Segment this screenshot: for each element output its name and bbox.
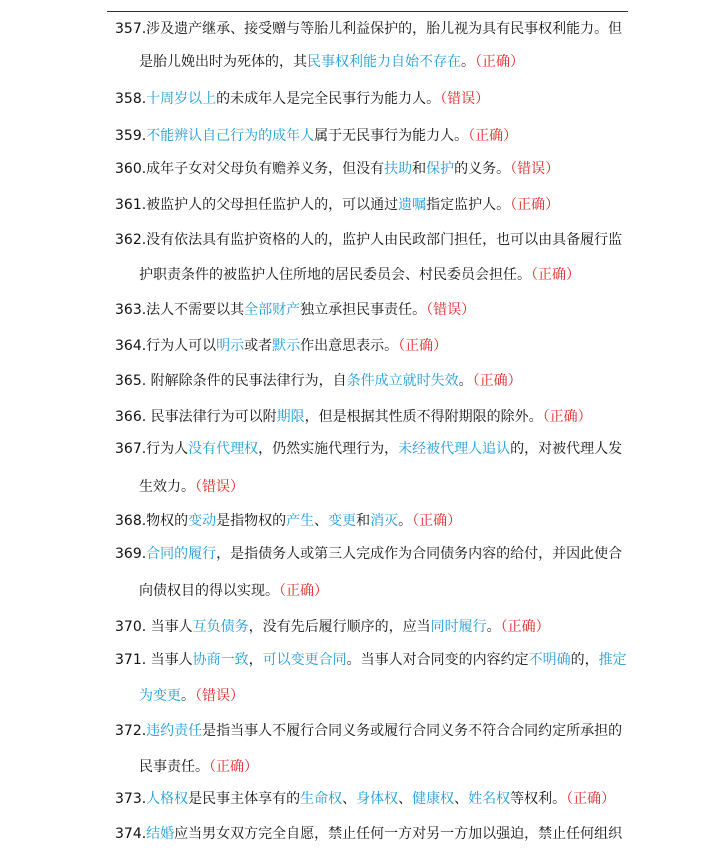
line-text: 民事责任。	[139, 759, 209, 775]
line-text: ，	[248, 652, 263, 668]
highlight-term: 条件成立就时失效	[346, 373, 459, 389]
line-text: 的义务。	[454, 161, 511, 177]
line-text: 的未成年人是完全民事行为能力人。	[216, 91, 441, 107]
line-text: 和	[412, 161, 427, 177]
answer-mark: （正确）	[412, 513, 462, 529]
line-text: 、	[342, 791, 357, 807]
line-text: ，是指债务人或第三人完成作为合同债务内容的给付，并因此使合	[216, 546, 623, 562]
highlight-term: 变动	[188, 513, 217, 529]
line-text: 是胎儿娩出时为死体的，其	[139, 54, 307, 70]
highlight-term: 生命权	[300, 791, 343, 807]
question-line	[115, 90, 705, 108]
answer-mark: （正确）	[510, 197, 560, 213]
line-text: 361.被监护人的父母担任监护人的，可以通过	[115, 197, 399, 213]
line-text: 护职责条件的被监护人住所地的居民委员会、村民委员会担任。	[139, 267, 531, 283]
answer-mark: （正确）	[472, 373, 522, 389]
highlight-term: 扶助	[384, 161, 413, 177]
line-text: 作出意思表示。	[300, 338, 399, 354]
highlight-term: 结婚	[146, 826, 175, 842]
line-text: 374.	[115, 826, 147, 842]
line-text: 、	[398, 791, 413, 807]
highlight-term: 协商一致	[192, 652, 249, 668]
highlight-term: 同时履行	[430, 619, 487, 635]
answer-mark: （错误）	[440, 91, 490, 107]
highlight-term: 人格权	[146, 791, 189, 807]
answer-mark: （正确）	[531, 267, 580, 283]
question-line	[115, 337, 705, 355]
question-line	[115, 301, 705, 319]
line-text: 是指物权的	[216, 513, 287, 529]
line-continuation	[139, 266, 713, 284]
line-text: 等权利。	[510, 791, 567, 807]
line-text: 372.	[115, 723, 147, 739]
line-text: 指定监护人。	[426, 197, 511, 213]
line-text: 的，对被代理人发	[510, 441, 623, 457]
question-line	[115, 545, 705, 563]
question-line	[115, 790, 705, 808]
line-text: 368.物权的	[115, 513, 189, 529]
line-text: 、	[454, 791, 469, 807]
answer-mark: （正确）	[398, 338, 448, 354]
answer-mark: （正确）	[566, 791, 616, 807]
question-line	[115, 651, 705, 669]
highlight-term: 姓名权	[468, 791, 511, 807]
highlight-term: 为变更	[139, 688, 181, 704]
line-continuation	[139, 582, 713, 600]
line-continuation	[139, 758, 713, 776]
line-text: 365. 附解除条件的民事法律行为，自	[115, 373, 347, 389]
line-text: ，没有先后履行顺序的，应当	[248, 619, 431, 635]
highlight-term: 互负债务	[192, 619, 249, 635]
line-text: 。	[458, 373, 473, 389]
line-text: 358.	[115, 91, 147, 107]
answer-mark: （错误）	[195, 479, 244, 495]
highlight-term: 不明确	[528, 652, 571, 668]
line-text: 373.	[115, 791, 147, 807]
answer-mark: （正确）	[542, 409, 592, 425]
highlight-term: 推定	[598, 652, 627, 668]
highlight-term: 违约责任	[146, 723, 203, 739]
question-line	[115, 825, 705, 843]
question-line	[115, 512, 705, 530]
question-line	[115, 127, 705, 145]
line-text: 369.	[115, 546, 147, 562]
highlight-term: 不能辨认自己行为的成年人	[146, 128, 315, 144]
highlight-term: 变更	[328, 513, 357, 529]
question-line	[115, 440, 705, 458]
question-line	[115, 722, 705, 740]
question-line	[115, 618, 705, 636]
line-text: ，仍然实施代理行为，	[258, 441, 399, 457]
line-text: ，但是根据其性质不得附期限的除外。	[304, 409, 543, 425]
line-text: 、	[314, 513, 329, 529]
highlight-term: 产生	[286, 513, 315, 529]
question-line	[115, 231, 705, 249]
line-text: 向债权目的得以实现。	[139, 583, 279, 599]
line-text: 。	[181, 688, 195, 704]
highlight-term: 默示	[272, 338, 301, 354]
answer-mark: （错误）	[510, 161, 560, 177]
question-line	[115, 408, 705, 426]
line-text: 。	[461, 54, 475, 70]
highlight-term: 保护	[426, 161, 455, 177]
highlight-term: 期限	[276, 409, 305, 425]
line-text: 的，	[570, 652, 599, 668]
line-text: 生效力。	[139, 479, 195, 495]
line-text: 。	[398, 513, 413, 529]
line-text: 属于无民事行为能力人。	[314, 128, 469, 144]
line-text: 和	[356, 513, 371, 529]
line-continuation	[139, 687, 713, 705]
highlight-term: 健康权	[412, 791, 455, 807]
line-text: 370. 当事人	[115, 619, 193, 635]
line-text: 362.没有依法具有监护资格的人的，监护人由民政部门担任，也可以由具备履行监	[115, 232, 623, 248]
answer-mark: （正确）	[279, 583, 328, 599]
question-line	[115, 196, 705, 214]
line-continuation	[139, 53, 713, 71]
question-line	[115, 160, 705, 178]
highlight-term: 十周岁以上	[146, 91, 217, 107]
highlight-term: 没有代理权	[188, 441, 259, 457]
line-text: 。	[486, 619, 501, 635]
highlight-term: 明示	[216, 338, 245, 354]
line-text: 364.行为人可以	[115, 338, 217, 354]
line-text: 359.	[115, 128, 147, 144]
line-text: 357.涉及遗产继承、接受赠与等胎儿利益保护的，胎儿视为具有民事权利能力。但	[115, 21, 623, 37]
answer-mark: （正确）	[500, 619, 550, 635]
answer-mark: （正确）	[209, 759, 258, 775]
line-continuation	[139, 478, 713, 496]
answer-mark: （正确）	[475, 54, 524, 70]
highlight-term: 合同的履行	[146, 546, 217, 562]
highlight-term: 可以变更合同	[262, 652, 347, 668]
highlight-term: 未经被代理人追认	[398, 441, 511, 457]
answer-mark: （正确）	[468, 128, 518, 144]
line-text: 371. 当事人	[115, 652, 193, 668]
top-rule	[107, 11, 628, 12]
highlight-term: 遗嘱	[398, 197, 427, 213]
line-text: 367.行为人	[115, 441, 189, 457]
line-text: 360.成年子女对父母负有赡养义务，但没有	[115, 161, 385, 177]
line-text: 363.法人不需要以其	[115, 302, 245, 318]
line-text: 。当事人对合同变的内容约定	[346, 652, 529, 668]
line-text: 是民事主体享有的	[188, 791, 301, 807]
line-text: 独立承担民事责任。	[300, 302, 427, 318]
answer-mark: （错误）	[195, 688, 244, 704]
answer-mark: （错误）	[426, 302, 476, 318]
line-text: 应当男女双方完全自愿，禁止任何一方对另一方加以强迫，禁止任何组织	[174, 826, 623, 842]
line-text: 是指当事人不履行合同义务或履行合同义务不符合合同约定所承担的	[202, 723, 623, 739]
highlight-term: 民事权利能力自始不存在	[307, 54, 461, 70]
line-text: 或者	[244, 338, 273, 354]
highlight-term: 消灭	[370, 513, 399, 529]
question-line	[115, 20, 705, 38]
question-line	[115, 372, 705, 390]
line-text: 366. 民事法律行为可以附	[115, 409, 277, 425]
highlight-term: 身体权	[356, 791, 399, 807]
highlight-term: 全部财产	[244, 302, 301, 318]
